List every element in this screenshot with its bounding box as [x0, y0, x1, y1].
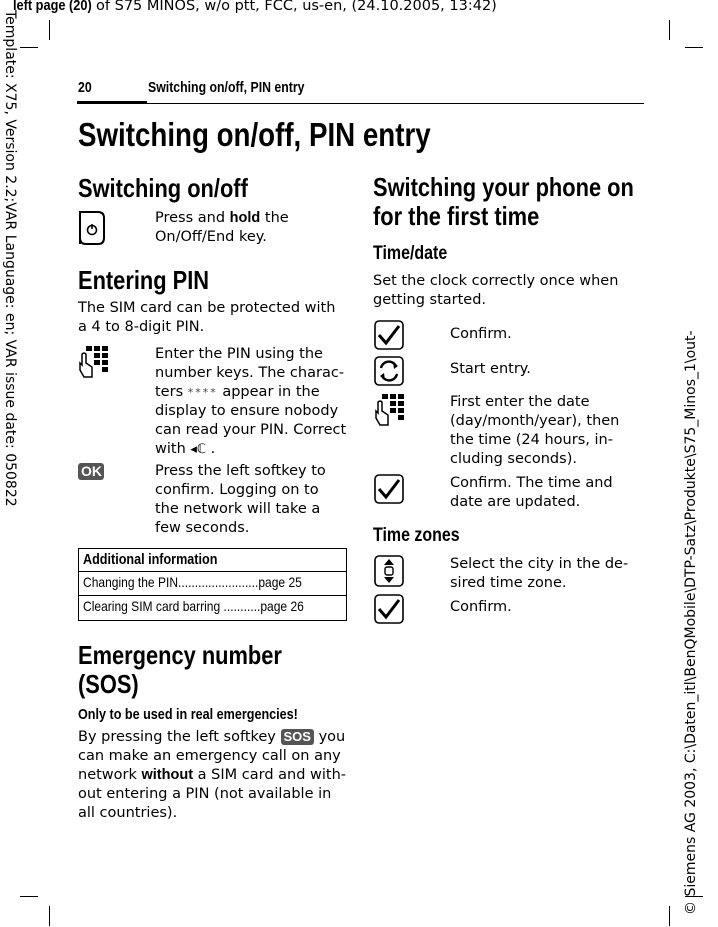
info-row-label: Changing the PIN: [83, 574, 179, 590]
pin-step1-a: Enter the PIN using the number keys. The charac-ters: [155, 346, 345, 400]
ok-softkey-label: OK: [81, 463, 102, 479]
keypad-icon: [374, 393, 406, 427]
first-time-heading-text: Switching your phone on for the first time: [373, 172, 634, 231]
info-box-title: Additional information: [83, 551, 218, 568]
first-time-heading: [373, 173, 640, 231]
pin-step1-text: [155, 345, 347, 459]
sos-heading-text: Emergency number (SOS): [78, 640, 282, 699]
step-text: Start entry.: [450, 361, 531, 377]
step-text: Confirm. The time and date are updated.: [450, 475, 613, 510]
check-key-icon: [374, 320, 404, 350]
crop-mark: [20, 896, 38, 897]
print-header-label: left page (20): [13, 0, 92, 14]
check-key-icon: [374, 474, 404, 504]
check-key-icon: [374, 594, 404, 624]
info-row-dots: ...........: [220, 598, 261, 614]
side-margin-left: Template: X75, Version 2.2;VAR Language: en; VAR issue date: 050822: [2, 10, 18, 507]
end-key-icon: [78, 210, 106, 246]
switch-text-bold: hold: [229, 210, 261, 226]
step-text: Confirm.: [450, 326, 512, 342]
time-zones-heading: Time zones: [373, 525, 460, 546]
running-head-thick-rule: [77, 101, 147, 104]
crop-mark: [49, 20, 50, 40]
switch-text: [155, 209, 345, 247]
info-row-divider: [79, 595, 346, 596]
clear-key-icon: ◂ℂ: [190, 442, 206, 457]
navigation-key-icon: [374, 555, 404, 587]
sos-text-a: By pressing the left softkey: [78, 729, 281, 745]
switch-text-a: Press and: [155, 210, 230, 226]
info-row: [83, 574, 302, 590]
switch-heading: Switching on/off: [78, 173, 248, 203]
time-intro: Set the clock correctly once when getting started.: [373, 273, 619, 308]
switch-text-b: the On/Off/End key.: [155, 210, 289, 245]
sos-text-b: you can make an emergency call on any network: [78, 729, 346, 783]
sos-text-c: a SIM card and with-out entering a PIN (not available in all countries).: [78, 767, 347, 821]
ok-softkey: [78, 463, 104, 480]
crop-mark: [20, 47, 38, 48]
page-title: Switching on/off, PIN entry: [78, 116, 431, 153]
sos-text: [78, 728, 348, 823]
crop-mark: [685, 47, 703, 48]
pin-step1-c: .: [205, 441, 216, 457]
info-row-ref: page 25: [258, 574, 302, 590]
info-row-ref: page 26: [260, 598, 304, 614]
info-row: [83, 598, 304, 614]
step-text: First enter the date (day/month/year), then the time (24 hours, in-cluding seconds).: [450, 394, 620, 467]
info-box: [78, 548, 347, 621]
crop-mark: [669, 906, 670, 926]
print-header-text: of S75 MINOS, w/o ptt, FCC, us-en, (24.10.2005, 13:42): [91, 0, 497, 14]
crop-mark: [669, 20, 670, 40]
info-box-divider: [79, 571, 346, 572]
zone-step-text: Select the city in the de-sired time zone.: [450, 556, 629, 591]
pin-step2-text: Press the left softkey to confirm. Logging on to the network will take a few seconds.: [155, 463, 326, 536]
pin-step1-b: appear in the display to ensure nobody can read your PIN. Correct with: [155, 384, 347, 457]
info-row-dots: ........................: [178, 574, 259, 590]
refresh-key-icon: [374, 356, 404, 386]
pin-stars: ****: [187, 386, 218, 399]
sos-text-bold: without: [141, 767, 194, 783]
zone-step-text: Confirm.: [450, 599, 512, 615]
pin-heading: Entering PIN: [78, 265, 210, 295]
running-head-title: Switching on/off, PIN entry: [148, 79, 305, 96]
print-header: [13, 0, 497, 14]
keypad-icon: [78, 345, 110, 379]
sos-softkey: [281, 729, 314, 745]
sos-heading: [78, 641, 330, 699]
sos-warning: Only to be used in real emergencies!: [78, 706, 298, 723]
sos-softkey-label: SOS: [283, 729, 311, 744]
running-head-page: 20: [78, 79, 92, 96]
crop-mark: [49, 906, 50, 926]
time-heading: Time/date: [373, 243, 448, 264]
running-head-rule: [147, 103, 644, 104]
side-margin-right: © Siemens AG 2003, C:\Daten_itl\BenQMobile\DTP-Satz\Produkte\S75_Minos_1\out-: [683, 330, 699, 915]
info-row-label: Clearing SIM card barring: [83, 598, 221, 614]
pin-intro: The SIM card can be protected with a 4 to 8-digit PIN.: [78, 300, 336, 335]
